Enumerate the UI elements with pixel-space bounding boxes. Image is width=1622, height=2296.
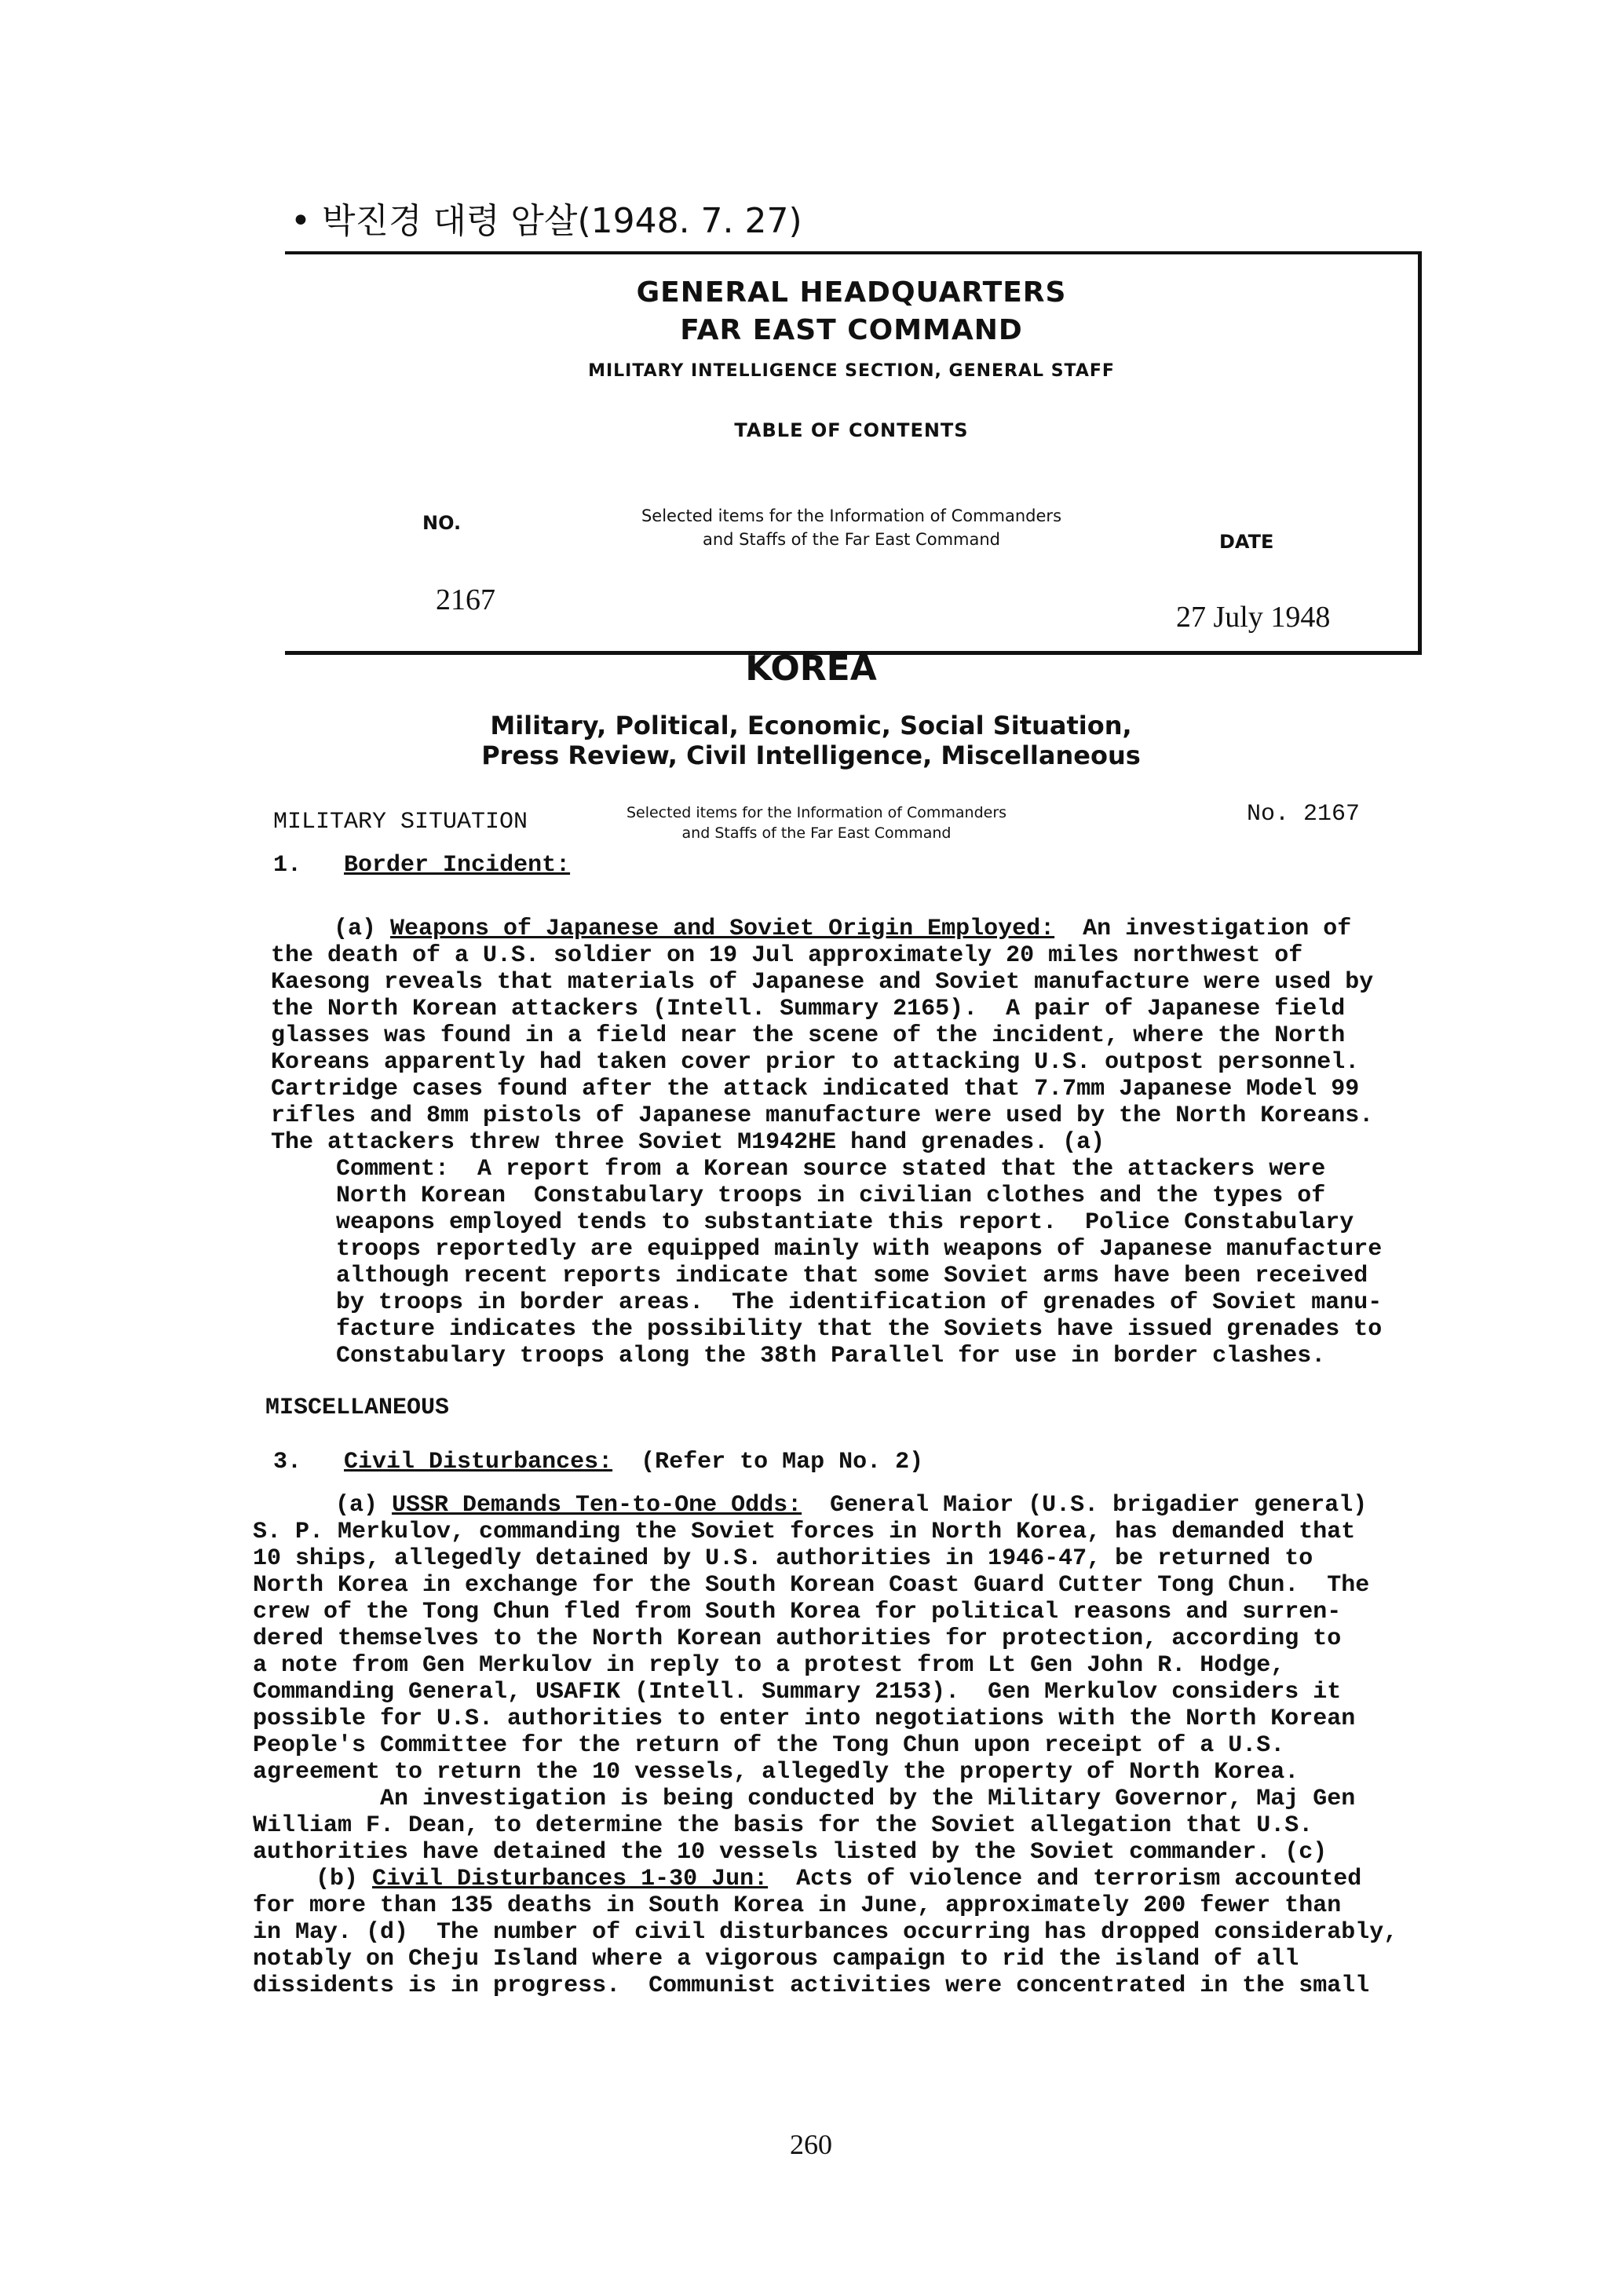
text-line: Cartridge cases found after the attack indicated that 7.7mm Japanese Model 99 <box>271 1076 1360 1102</box>
section-number: No. 2167 <box>1247 801 1361 828</box>
text-line: dered themselves to the North Korean authorities for protection, according to <box>253 1625 1342 1652</box>
miscellaneous-heading: MISCELLANEOUS <box>265 1395 450 1421</box>
para-text: Acts of violence and terrorism accounted <box>768 1866 1362 1892</box>
para-text: An investigation of <box>1054 916 1352 942</box>
item-heading: Civil Disturbances: <box>344 1449 613 1475</box>
text-line: troops reportedly are equipped mainly with weapons of Japanese manufacture <box>336 1236 1383 1263</box>
korean-caption: • 박진경 대령 암살(1948. 7. 27) <box>290 201 802 241</box>
text-line: S. P. Merkulov, commanding the Soviet forces in North Korea, has demanded that <box>253 1519 1356 1545</box>
selected-line-2: and Staffs of the Far East Command <box>702 530 1000 549</box>
text-line: crew of the Tong Chun fled from South Korea for political reasons and surren- <box>253 1599 1342 1625</box>
item-heading: Border Incident: <box>344 852 571 879</box>
text-line: although recent reports indicate that some Soviet arms have been received <box>336 1263 1368 1289</box>
page-number: 260 <box>790 2129 832 2160</box>
comment-paragraph <box>336 1156 1382 1369</box>
header-line-3: MILITARY INTELLIGENCE SECTION, GENERAL STAFF <box>588 361 1115 381</box>
text-line: by troops in border areas. The identification of grenades of Soviet manu- <box>336 1289 1383 1316</box>
text-line: William F. Dean, to determine the basis for the Soviet allegation that U.S. <box>253 1812 1313 1839</box>
para-text: General Maior (U.S. brigadier general) <box>802 1492 1368 1519</box>
text-line: in May. (d) The number of civil disturbances occurring has dropped considerably, <box>253 1919 1398 1946</box>
text-line: authorities have detained the 10 vessels listed by the Soviet commander. (c) <box>253 1839 1328 1866</box>
text-line: the death of a U.S. soldier on 19 Jul approximately 20 miles northwest of <box>271 942 1303 969</box>
text-line: weapons employed tends to substantiate this report. Police Constabulary <box>336 1209 1354 1236</box>
comment-label: Comment: <box>336 1156 450 1183</box>
text-line: agreement to return the 10 vessels, allegedly the property of North Korea. <box>253 1759 1299 1786</box>
header-box <box>285 251 1422 655</box>
text-line: glasses was found in a field near the scene of the incident, where the North <box>271 1022 1346 1049</box>
text-line: An investigation is being conducted by the Military Governor, Maj Gen <box>253 1786 1356 1812</box>
text-line: notably on Cheju Island where a vigorous campaign to rid the island of all <box>253 1946 1299 1972</box>
para-heading: Weapons of Japanese and Soviet Origin Employed: <box>390 916 1055 942</box>
text-line: North Korea in exchange for the South Korean Coast Guard Cutter Tong Chun. The <box>253 1572 1370 1599</box>
paragraph-3a <box>253 1492 1397 1999</box>
date-label: DATE <box>1219 531 1274 553</box>
para-heading: USSR Demands Ten-to-One Odds: <box>392 1492 802 1519</box>
text-line: the North Korean attackers (Intell. Summary 2165). A pair of Japanese field <box>271 996 1346 1022</box>
text-line: dissidents is in progress. Communist activities were concentrated in the small <box>253 1972 1370 1999</box>
section-note-line-1: Selected items for the Information of Commanders <box>626 804 1007 821</box>
no-label: NO. <box>422 512 462 534</box>
subtitle <box>0 711 1622 770</box>
text-line: The attackers threw three Soviet M1942HE hand grenades. (a) <box>271 1129 1105 1156</box>
item-number: 1. <box>273 852 302 879</box>
text-line: Kaesong reveals that materials of Japanese and Soviet manufacture were used by <box>271 969 1374 996</box>
text-line: People's Committee for the return of the Tong Chun upon receipt of a U.S. <box>253 1732 1285 1759</box>
selected-line-1: Selected items for the Information of Commanders <box>641 506 1062 525</box>
text-line: facture indicates the possibility that the Soviets have issued grenades to <box>336 1316 1383 1343</box>
header-line-2: FAR EAST COMMAND <box>680 314 1023 346</box>
map-reference: (Refer to Map No. 2) <box>612 1449 924 1475</box>
text-line: Constabulary troops along the 38th Parallel for use in border clashes. <box>336 1343 1326 1369</box>
text-line: Commanding General, USAFIK (Intell. Summary 2153). Gen Merkulov considers it <box>253 1679 1342 1706</box>
para-lead: (a) <box>335 1492 393 1519</box>
text-line: rifles and 8mm pistols of Japanese manufacture were used by the North Koreans. <box>271 1102 1374 1129</box>
text-line: 10 ships, allegedly detained by U.S. authorities in 1946-47, be returned to <box>253 1545 1313 1572</box>
item-3-heading <box>273 1449 923 1475</box>
text-line: North Korean Constabulary troops in civilian clothes and the types of <box>336 1183 1326 1209</box>
document-number: 2167 <box>436 583 495 616</box>
document-date: 27 July 1948 <box>1176 601 1331 634</box>
para-lead: (b) <box>316 1866 373 1892</box>
item-1-heading <box>273 852 570 879</box>
item-number: 3. <box>273 1449 302 1475</box>
section-military-situation: MILITARY SITUATION <box>273 809 528 835</box>
para-heading: Civil Disturbances 1-30 Jun: <box>372 1866 769 1892</box>
section-note-line-2: and Staffs of the Far East Command <box>681 824 952 842</box>
header-line-1: GENERAL HEADQUARTERS <box>636 276 1067 309</box>
para-lead: (a) <box>334 916 391 942</box>
subtitle-line-2: Press Review, Civil Intelligence, Miscellaneous <box>481 740 1141 770</box>
subtitle-line-1: Military, Political, Economic, Social Situation, <box>490 711 1132 740</box>
title-korea: KOREA <box>745 649 877 689</box>
text-line: Koreans apparently had taken cover prior to attacking U.S. outpost personnel. <box>271 1049 1360 1076</box>
comment-text: A report from a Korean source stated that the attackers were <box>449 1156 1326 1183</box>
text-line: a note from Gen Merkulov in reply to a protest from Lt Gen John R. Hodge, <box>253 1652 1285 1679</box>
table-of-contents: TABLE OF CONTENTS <box>734 419 969 441</box>
text-line: possible for U.S. authorities to enter into negotiations with the North Korean <box>253 1706 1356 1732</box>
section-selected-note <box>597 803 1036 843</box>
paragraph-a <box>271 916 1373 1156</box>
text-line: for more than 135 deaths in South Korea in June, approximately 200 fewer than <box>253 1892 1342 1919</box>
